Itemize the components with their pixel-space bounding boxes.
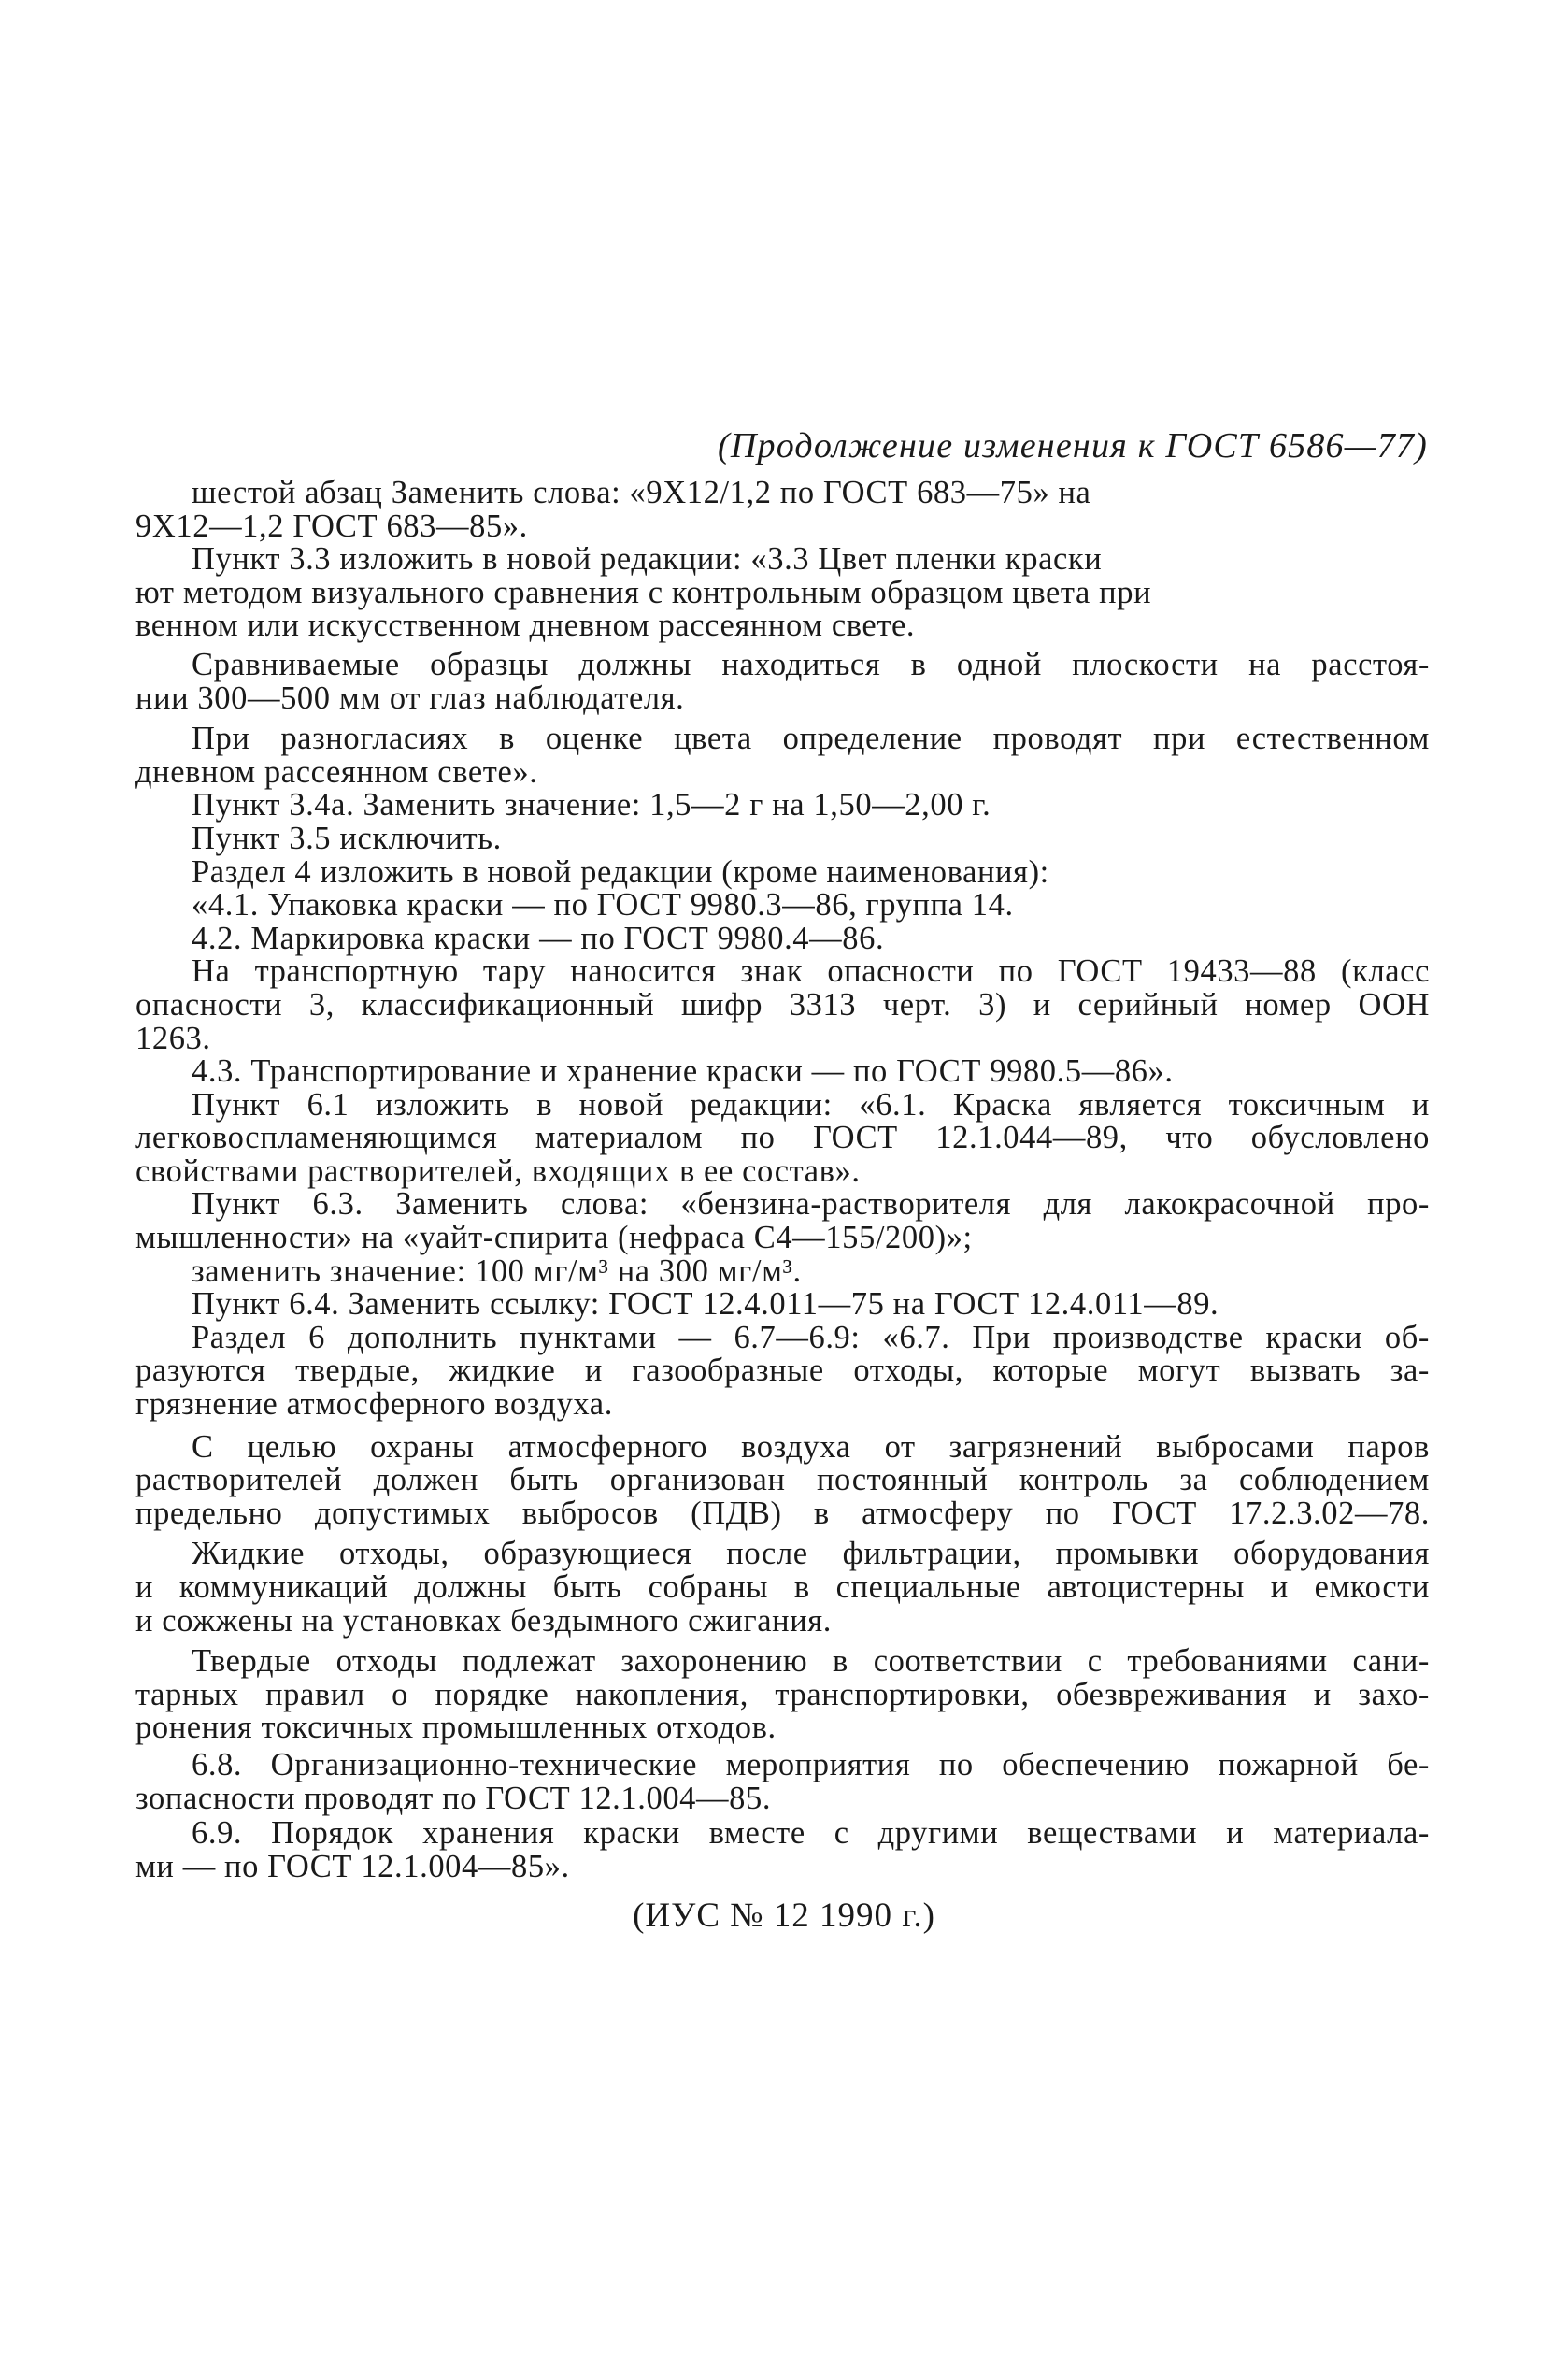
text-line: и коммуникаций должны быть собраны в специальные автоцистерны и емкости	[135, 1569, 1430, 1605]
text-line: ют методом визуального сравнения с контрольным образцом цвета при	[135, 574, 1152, 610]
text-line: 4.3. Транспортирование и хранение краски — по ГОСТ 9980.5—86».	[192, 1053, 1174, 1090]
text-line: 4.2. Маркировка краски — по ГОСТ 9980.4—86.	[192, 920, 885, 956]
text-line: мышленности» на «уайт-спирита (нефраса С4—155/200)»;	[135, 1220, 973, 1256]
text-line: С целью охраны атмосферного воздуха от загрязнений выбросами паров	[192, 1428, 1430, 1465]
text-line: ронения токсичных промышленных отходов.	[135, 1710, 777, 1746]
document-body	[135, 477, 1430, 1883]
text-line: ми — по ГОСТ 12.1.004—85».	[135, 1848, 570, 1884]
continuation-header: (Продолжение изменения к ГОСТ 6586—77)	[718, 426, 1428, 465]
text-line: 1263.	[135, 1020, 211, 1056]
text-line: Сравниваемые образцы должны находиться в одной плоскости на расстоя-	[192, 646, 1430, 682]
text-line: дневном рассеянном свете».	[135, 753, 538, 790]
text-line: и сожжены на установках бездымного сжигания.	[135, 1602, 832, 1639]
text-line: венном или искусственном дневном рассеянном свете.	[135, 608, 916, 644]
text-line: 6.9. Порядок хранения краски вместе с другими веществами и материала-	[192, 1815, 1430, 1852]
text-line: грязнение атмосферного воздуха.	[135, 1386, 613, 1423]
text-line: тарных правил о порядке накопления, транспортировки, обезвреживания и захо-	[135, 1676, 1430, 1712]
text-line: 6.8. Организационно-технические мероприятия по обеспечению пожарной бе-	[192, 1746, 1430, 1782]
text-line: Пункт 6.3. Заменить слова: «бензина-растворителя для лакокрасочной про-	[192, 1186, 1430, 1223]
text-line: растворителей должен быть организован постоянный контроль за соблюдением	[135, 1462, 1430, 1498]
text-line: легковоспламеняющимся материалом по ГОСТ 12.1.044—89, что обусловлено	[135, 1120, 1430, 1156]
text-line: нии 300—500 мм от глаз наблюдателя.	[135, 680, 685, 716]
text-line: предельно допустимых выбросов (ПДВ) в атмосферу по ГОСТ 17.2.3.02—78.	[135, 1495, 1430, 1531]
text-line: заменить значение: 100 мг/м³ на 300 мг/м³.	[192, 1253, 802, 1289]
text-line: 9Х12—1,2 ГОСТ 683—85».	[135, 508, 528, 544]
text-line: Жидкие отходы, образующиеся после фильтрации, промывки оборудования	[192, 1536, 1430, 1572]
text-line: шестой абзац Заменить слова: «9Х12/1,2 по ГОСТ 683—75» на	[192, 475, 1091, 510]
text-line: При разногласиях в оценке цвета определение проводят при естественном	[192, 721, 1430, 757]
text-line: разуются твердые, жидкие и газообразные отходы, которые могут вызвать за-	[135, 1353, 1430, 1389]
text-line: опасности 3, классификационный шифр 3313 черт. 3) и серийный номер ООН	[135, 986, 1430, 1023]
text-line: Пункт 3.4а. Заменить значение: 1,5—2 г на 1,50—2,00 г.	[192, 787, 991, 823]
text-line: зопасности проводят по ГОСТ 12.1.004—85.	[135, 1780, 772, 1816]
text-line: На транспортную тару наносится знак опасности по ГОСТ 19433—88 (класс	[192, 953, 1430, 990]
text-line: Пункт 3.5 исключить.	[192, 820, 502, 856]
text-line: Пункт 6.4. Заменить ссылку: ГОСТ 12.4.011—75 на ГОСТ 12.4.011—89.	[192, 1286, 1219, 1323]
text-line: свойствами растворителей, входящих в ее состав».	[135, 1152, 861, 1189]
text-line: «4.1. Упаковка краски — по ГОСТ 9980.3—86, группа 14.	[192, 887, 1014, 923]
text-line: Раздел 4 изложить в новой редакции (кроме наименования):	[192, 853, 1049, 890]
text-line: Пункт 6.1 изложить в новой редакции: «6.1. Краска является токсичным и	[192, 1086, 1430, 1123]
text-line: Твердые отходы подлежат захоронению в соответствии с требованиями сани-	[192, 1643, 1430, 1680]
text-line: Пункт 3.3 изложить в новой редакции: «3.3 Цвет пленки краски	[192, 541, 1103, 578]
text-line: Раздел 6 дополнить пунктами — 6.7—6.9: «6.7. При производстве краски об-	[192, 1319, 1430, 1355]
source-footer: (ИУС № 12 1990 г.)	[633, 1897, 935, 1935]
